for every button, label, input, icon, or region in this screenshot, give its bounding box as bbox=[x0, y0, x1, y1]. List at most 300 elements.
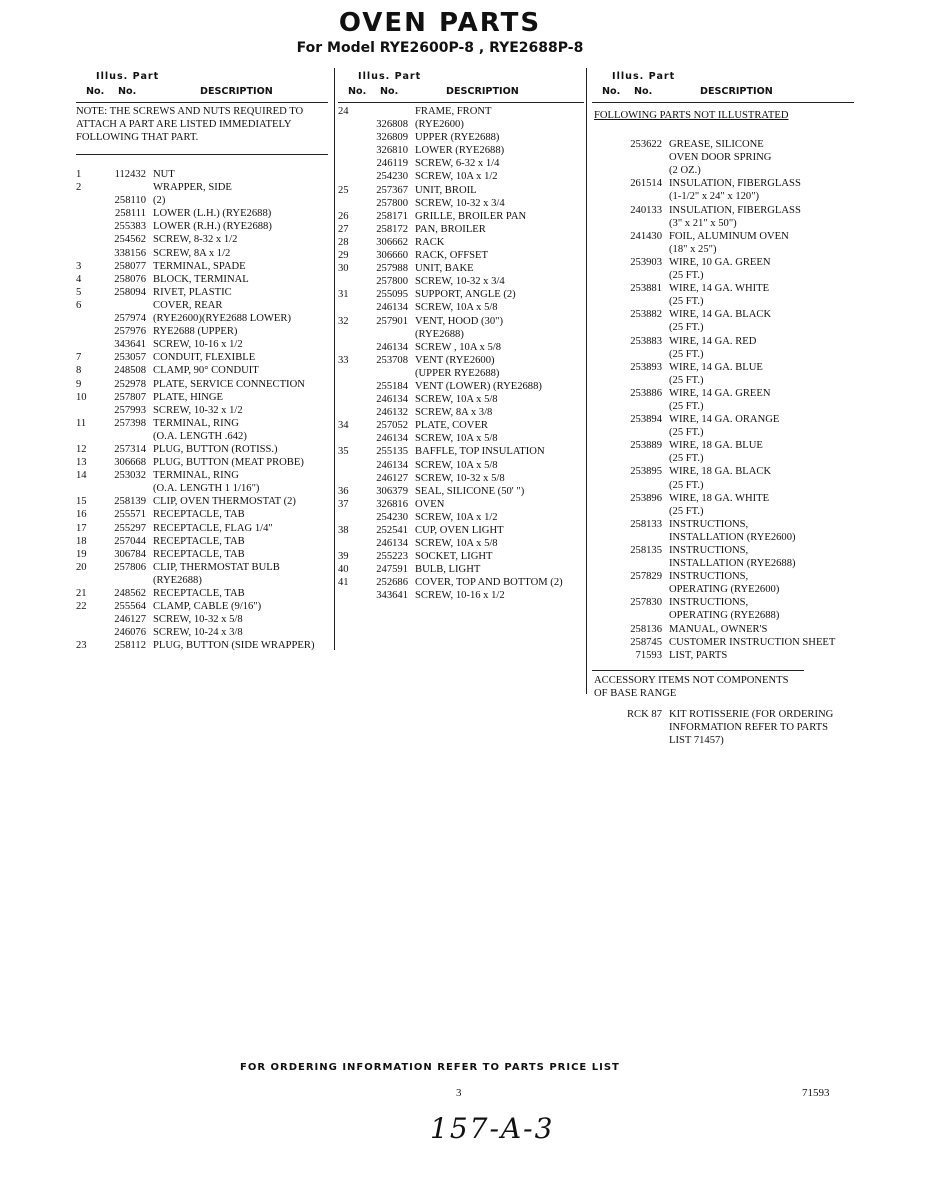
part-description: RACK bbox=[415, 236, 445, 248]
parts-row bbox=[592, 256, 854, 269]
parts-row bbox=[592, 583, 854, 596]
part-number: 257314 bbox=[114, 443, 146, 455]
part-number: 306662 bbox=[376, 236, 408, 248]
part-number bbox=[592, 721, 669, 734]
part-description: FOIL, ALUMINUM OVEN bbox=[669, 230, 789, 242]
column-divider-1 bbox=[334, 68, 335, 650]
illus-number: 30 bbox=[338, 263, 349, 275]
part-number: 248508 bbox=[114, 365, 146, 377]
parts-row bbox=[592, 190, 854, 203]
divider bbox=[592, 670, 804, 671]
parts-row bbox=[592, 361, 854, 374]
parts-row bbox=[76, 325, 328, 338]
illus-number: 31 bbox=[338, 289, 349, 301]
parts-row bbox=[76, 522, 328, 535]
part-description: NUT bbox=[153, 169, 175, 180]
illus-part-header: Illus. Part bbox=[612, 71, 676, 82]
parts-row bbox=[76, 495, 328, 508]
parts-row bbox=[76, 168, 328, 181]
illus-part-header: Illus. Part bbox=[96, 71, 160, 82]
illus-number: 16 bbox=[76, 509, 87, 521]
illus-number bbox=[338, 393, 358, 406]
part-number: 257829 bbox=[630, 571, 662, 583]
part-number: 246134 bbox=[376, 341, 408, 353]
part-description: (18" x 25") bbox=[669, 243, 717, 255]
part-number: 326808 bbox=[376, 119, 408, 131]
parts-row bbox=[338, 576, 584, 589]
parts-row bbox=[338, 498, 584, 511]
part-number bbox=[592, 295, 669, 308]
part-description: (2 OZ.) bbox=[669, 165, 701, 177]
part-description: CLIP, OVEN THERMOSTAT (2) bbox=[153, 496, 296, 508]
parts-row bbox=[76, 312, 328, 325]
part-number: 258133 bbox=[630, 518, 662, 530]
part-number bbox=[96, 430, 153, 443]
illus-number bbox=[338, 131, 358, 144]
part-number: 257901 bbox=[376, 315, 408, 327]
illus-number bbox=[338, 472, 358, 485]
parts-row bbox=[338, 563, 584, 576]
part-description: OPERATING (RYE2600) bbox=[669, 584, 780, 596]
part-description: INSTRUCTIONS, bbox=[669, 518, 749, 530]
parts-list bbox=[76, 158, 328, 652]
illus-number: 27 bbox=[338, 223, 349, 235]
parts-list bbox=[592, 122, 854, 662]
not-illustrated-heading: FOLLOWING PARTS NOT ILLUSTRATED bbox=[594, 110, 789, 121]
parts-row bbox=[338, 131, 584, 144]
part-number: 112432 bbox=[114, 169, 146, 180]
illus-number: 8 bbox=[76, 365, 82, 377]
part-number: 246134 bbox=[376, 433, 408, 445]
part-number: 255135 bbox=[376, 446, 408, 458]
part-number bbox=[96, 181, 153, 194]
parts-row bbox=[592, 518, 854, 531]
part-description: WRAPPER, SIDE bbox=[153, 182, 232, 194]
parts-row bbox=[76, 194, 328, 207]
part-description: LOWER (R.H.) (RYE2688) bbox=[153, 221, 272, 233]
part-number: 71593 bbox=[635, 649, 662, 661]
parts-row bbox=[592, 387, 854, 400]
illus-number bbox=[338, 197, 358, 210]
part-description: GRILLE, BROILER PAN bbox=[415, 210, 527, 222]
part-number bbox=[592, 374, 669, 387]
parts-row bbox=[592, 164, 854, 177]
parts-row bbox=[338, 315, 584, 328]
part-number: 253882 bbox=[630, 309, 662, 321]
part-description: GREASE, SILICONE bbox=[669, 139, 764, 151]
part-number: 258135 bbox=[630, 545, 662, 556]
part-number: 240133 bbox=[630, 204, 662, 216]
part-number bbox=[592, 164, 669, 177]
illus-number: 34 bbox=[338, 420, 349, 432]
illus-number: 7 bbox=[76, 352, 82, 364]
parts-row bbox=[592, 295, 854, 308]
part-number: 255297 bbox=[114, 522, 146, 534]
part-description: (25 FT.) bbox=[669, 400, 704, 412]
parts-row bbox=[338, 105, 584, 118]
parts-row bbox=[76, 417, 328, 430]
parts-row bbox=[76, 181, 328, 194]
parts-row bbox=[338, 275, 584, 288]
part-description: WIRE, 18 GA. WHITE bbox=[669, 492, 770, 504]
illus-number bbox=[76, 312, 96, 325]
part-description: RECEPTACLE, TAB bbox=[153, 588, 245, 599]
part-number: 306784 bbox=[114, 548, 146, 560]
parts-row bbox=[338, 118, 584, 131]
parts-row bbox=[76, 378, 328, 391]
parts-row bbox=[76, 273, 328, 286]
part-description: KIT ROTISSERIE (FOR ORDERING bbox=[669, 709, 834, 721]
part-number: 258136 bbox=[630, 623, 662, 635]
parts-row bbox=[76, 220, 328, 233]
illus-number: 17 bbox=[76, 522, 87, 534]
part-number: 343641 bbox=[376, 590, 408, 602]
part-description: MANUAL, OWNER'S bbox=[669, 623, 768, 635]
illus-number bbox=[76, 430, 96, 443]
illus-number bbox=[76, 247, 96, 260]
part-number: 255184 bbox=[376, 380, 408, 392]
part-description: SCREW, 10A x 5/8 bbox=[415, 302, 498, 314]
part-number: 254230 bbox=[376, 511, 408, 523]
part-number: 253903 bbox=[630, 256, 662, 268]
part-description: SUPPORT, ANGLE (2) bbox=[415, 289, 516, 301]
parts-column-1 bbox=[76, 68, 328, 652]
parts-list bbox=[338, 103, 584, 603]
parts-row bbox=[592, 217, 854, 230]
illus-number bbox=[338, 144, 358, 157]
illus-number: 9 bbox=[76, 378, 82, 390]
illus-number: 22 bbox=[76, 601, 87, 613]
illus-number: 3 bbox=[76, 260, 82, 272]
illus-number bbox=[338, 341, 358, 354]
parts-row bbox=[76, 233, 328, 246]
part-number: 258745 bbox=[630, 636, 662, 648]
part-number: 246076 bbox=[114, 627, 146, 639]
parts-row bbox=[338, 184, 584, 197]
illus-number bbox=[76, 404, 96, 417]
illus-number bbox=[338, 367, 358, 380]
part-description: CLAMP, 90° CONDUIT bbox=[153, 365, 259, 377]
part-number bbox=[592, 348, 669, 361]
part-number: 253057 bbox=[114, 352, 146, 364]
part-number: 253708 bbox=[376, 354, 408, 366]
part-description: SEAL, SILICONE (50' ") bbox=[415, 485, 525, 497]
parts-row bbox=[76, 613, 328, 626]
illus-number: 20 bbox=[76, 561, 87, 573]
parts-row bbox=[592, 151, 854, 164]
part-description: FRAME, FRONT bbox=[415, 106, 492, 117]
illus-number bbox=[76, 482, 96, 495]
illus-number bbox=[338, 380, 358, 393]
part-description: SCREW, 10-16 x 1/2 bbox=[415, 590, 505, 602]
illus-number: 11 bbox=[76, 417, 87, 429]
part-number bbox=[592, 151, 669, 164]
part-description: WIRE, 10 GA. GREEN bbox=[669, 256, 771, 268]
illus-number bbox=[76, 220, 96, 233]
illus-no-header: No. bbox=[348, 86, 367, 97]
part-number: 306379 bbox=[376, 485, 408, 497]
parts-row bbox=[592, 479, 854, 492]
part-number: 343641 bbox=[114, 339, 146, 351]
part-description: WIRE, 14 GA. BLUE bbox=[669, 361, 763, 373]
illus-number bbox=[338, 459, 358, 472]
part-description: VENT (LOWER) (RYE2688) bbox=[415, 380, 542, 392]
illus-number bbox=[76, 613, 96, 626]
part-description: (25 FT.) bbox=[669, 479, 704, 491]
part-number: 306668 bbox=[114, 457, 146, 469]
illus-number: 5 bbox=[76, 286, 82, 298]
part-number: 326810 bbox=[376, 145, 408, 157]
illus-number bbox=[338, 118, 358, 131]
part-number: 257988 bbox=[376, 263, 408, 275]
parts-row bbox=[76, 535, 328, 548]
parts-row bbox=[592, 596, 854, 609]
column-header bbox=[338, 68, 584, 103]
part-description: BAFFLE, TOP INSULATION bbox=[415, 446, 545, 458]
part-number bbox=[592, 321, 669, 334]
parts-row bbox=[76, 260, 328, 273]
part-description: WIRE, 14 GA. ORANGE bbox=[669, 414, 780, 426]
illus-number bbox=[76, 233, 96, 246]
part-description: CLAMP, CABLE (9/16") bbox=[153, 601, 262, 613]
accessory-heading-line2: OF BASE RANGE bbox=[594, 687, 677, 699]
part-description: PLATE, COVER bbox=[415, 420, 488, 432]
part-description: SOCKET, LIGHT bbox=[415, 551, 493, 563]
parts-row bbox=[76, 561, 328, 574]
illus-number: 25 bbox=[338, 184, 349, 196]
part-description: RECEPTACLE, FLAG 1/4" bbox=[153, 522, 273, 534]
parts-row bbox=[338, 445, 584, 458]
column-divider-2 bbox=[586, 68, 587, 694]
part-description: SCREW, 10A x 1/2 bbox=[415, 511, 498, 523]
part-description: INSTRUCTIONS, bbox=[669, 545, 749, 556]
parts-row bbox=[76, 430, 328, 443]
illus-number: 38 bbox=[338, 525, 349, 536]
part-number bbox=[592, 426, 669, 439]
part-description: SCREW, 8A x 1/2 bbox=[153, 247, 231, 259]
illus-number: 32 bbox=[338, 315, 349, 327]
parts-row bbox=[592, 649, 854, 662]
part-number bbox=[358, 328, 415, 341]
parts-row bbox=[338, 459, 584, 472]
parts-row bbox=[76, 508, 328, 521]
illus-number bbox=[76, 207, 96, 220]
illus-number bbox=[338, 406, 358, 419]
part-number: 246127 bbox=[376, 472, 408, 484]
part-number: 258094 bbox=[114, 286, 146, 298]
parts-row bbox=[76, 404, 328, 417]
parts-row bbox=[76, 338, 328, 351]
parts-row bbox=[338, 472, 584, 485]
part-number: 255564 bbox=[114, 601, 146, 613]
part-description: SCREW, 10A x 5/8 bbox=[415, 459, 498, 471]
part-number: 253886 bbox=[630, 387, 662, 399]
part-number bbox=[358, 105, 415, 118]
parts-row bbox=[592, 282, 854, 295]
part-number: 247591 bbox=[376, 564, 408, 576]
parts-row bbox=[592, 400, 854, 413]
part-description: BLOCK, TERMINAL bbox=[153, 273, 249, 285]
description-header: DESCRIPTION bbox=[200, 86, 273, 97]
part-description: UNIT, BAKE bbox=[415, 263, 474, 275]
part-description: (25 FT.) bbox=[669, 427, 704, 439]
part-description: OVEN DOOR SPRING bbox=[669, 152, 772, 164]
part-description: (O.A. LENGTH 1 1/16") bbox=[153, 483, 260, 495]
illus-number: 13 bbox=[76, 457, 87, 469]
part-number: 326816 bbox=[376, 498, 408, 510]
parts-row bbox=[592, 426, 854, 439]
part-description: (UPPER RYE2688) bbox=[415, 367, 500, 379]
parts-row bbox=[76, 456, 328, 469]
part-number: 253895 bbox=[630, 466, 662, 478]
parts-row bbox=[76, 600, 328, 613]
parts-row bbox=[338, 354, 584, 367]
illus-number: 24 bbox=[338, 106, 349, 117]
parts-row bbox=[592, 269, 854, 282]
parts-row bbox=[76, 299, 328, 312]
part-description: INSULATION, FIBERGLASS bbox=[669, 204, 801, 216]
part-description: (25 FT.) bbox=[669, 348, 704, 360]
parts-row bbox=[592, 570, 854, 583]
part-number: 306660 bbox=[376, 250, 408, 262]
part-description: WIRE, 14 GA. GREEN bbox=[669, 387, 771, 399]
parts-row bbox=[76, 391, 328, 404]
part-number bbox=[592, 531, 669, 544]
part-description: SCREW, 10A x 1/2 bbox=[415, 171, 498, 183]
part-description: PLATE, SERVICE CONNECTION bbox=[153, 378, 305, 390]
illus-number bbox=[338, 275, 358, 288]
part-description: CONDUIT, FLEXIBLE bbox=[153, 352, 256, 364]
part-description: WIRE, 14 GA. RED bbox=[669, 335, 757, 347]
parts-row bbox=[338, 236, 584, 249]
illus-number: 29 bbox=[338, 250, 349, 262]
part-number: 257800 bbox=[376, 276, 408, 288]
part-description: SCREW, 10A x 5/8 bbox=[415, 433, 498, 445]
illus-number: 40 bbox=[338, 564, 349, 576]
parts-row bbox=[338, 262, 584, 275]
illus-number: 37 bbox=[338, 498, 349, 510]
parts-row bbox=[592, 308, 854, 321]
part-description: SCREW, 10-32 x 5/8 bbox=[415, 472, 505, 484]
part-number: 255383 bbox=[114, 221, 146, 233]
illus-number: 26 bbox=[338, 210, 349, 222]
part-description: WIRE, 18 GA. BLUE bbox=[669, 440, 763, 452]
part-number: 253881 bbox=[630, 283, 662, 295]
part-number: 246134 bbox=[376, 538, 408, 550]
accessory-heading bbox=[592, 674, 854, 700]
part-number: RCK 87 bbox=[626, 709, 662, 721]
illus-number bbox=[338, 328, 358, 341]
part-description: INSULATION, FIBERGLASS bbox=[669, 178, 801, 190]
part-description: SCREW, 10A x 5/8 bbox=[415, 394, 498, 406]
part-description: WIRE, 14 GA. WHITE bbox=[669, 283, 770, 295]
part-no-header: No. bbox=[380, 86, 399, 97]
part-number: 241430 bbox=[630, 230, 662, 242]
part-number bbox=[592, 479, 669, 492]
parts-row bbox=[76, 587, 328, 600]
parts-row bbox=[592, 636, 854, 649]
parts-row bbox=[338, 144, 584, 157]
parts-row bbox=[76, 639, 328, 652]
illus-number: 21 bbox=[76, 588, 87, 599]
part-description: SCREW, 8-32 x 1/2 bbox=[153, 234, 238, 246]
part-description: INSTALLATION (RYE2600) bbox=[669, 531, 796, 543]
part-description: SCREW, 10A x 5/8 bbox=[415, 538, 498, 550]
page-title: OVEN PARTS bbox=[338, 8, 542, 38]
part-number bbox=[592, 609, 669, 622]
part-number: 248562 bbox=[114, 588, 146, 599]
parts-row bbox=[338, 341, 584, 354]
part-description: (25 FT.) bbox=[669, 453, 704, 465]
parts-row bbox=[338, 393, 584, 406]
part-description: RECEPTACLE, TAB bbox=[153, 509, 245, 521]
part-description: SCREW, 10-16 x 1/2 bbox=[153, 339, 243, 351]
illus-number bbox=[338, 432, 358, 445]
parts-row bbox=[592, 177, 854, 190]
description-header: DESCRIPTION bbox=[700, 86, 773, 97]
parts-row bbox=[76, 247, 328, 260]
parts-row bbox=[76, 286, 328, 299]
part-number: 258077 bbox=[114, 260, 146, 272]
parts-row bbox=[592, 623, 854, 636]
illus-number bbox=[338, 170, 358, 183]
part-number: 261514 bbox=[630, 178, 662, 190]
part-description: CUP, OVEN LIGHT bbox=[415, 525, 504, 536]
model-subtitle: For Model RYE2600P-8 , RYE2688P-8 bbox=[296, 40, 584, 56]
part-description: SCREW, 6-32 x 1/4 bbox=[415, 158, 500, 170]
parts-row bbox=[592, 452, 854, 465]
illus-number bbox=[338, 537, 358, 550]
illus-number: 33 bbox=[338, 354, 349, 366]
parts-row bbox=[338, 524, 584, 537]
part-description: SCREW, 10-32 x 3/4 bbox=[415, 276, 505, 288]
parts-row bbox=[76, 364, 328, 377]
part-number: 253894 bbox=[630, 414, 662, 426]
part-description: COVER, TOP AND BOTTOM (2) bbox=[415, 577, 563, 589]
description-header: DESCRIPTION bbox=[446, 86, 519, 97]
part-description: (RYE2688) bbox=[415, 328, 464, 340]
part-number bbox=[592, 400, 669, 413]
illus-number: 14 bbox=[76, 470, 87, 482]
ordering-info: FOR ORDERING INFORMATION REFER TO PARTS PRICE LIST bbox=[240, 1062, 620, 1073]
part-description: LIST 71457) bbox=[669, 735, 724, 747]
parts-row bbox=[338, 419, 584, 432]
parts-row bbox=[76, 482, 328, 495]
part-description: INSTALLATION (RYE2688) bbox=[669, 558, 796, 570]
parts-row bbox=[338, 432, 584, 445]
part-description: PAN, BROILER bbox=[415, 223, 486, 235]
parts-row bbox=[338, 380, 584, 393]
illus-number: 1 bbox=[76, 169, 82, 180]
column-header bbox=[592, 68, 854, 103]
part-description: INSTRUCTIONS, bbox=[669, 571, 749, 583]
part-number: 254230 bbox=[376, 171, 408, 183]
part-description: (2) bbox=[153, 195, 166, 207]
part-description: VENT, HOOD (30") bbox=[415, 315, 503, 327]
part-number: 257398 bbox=[114, 417, 146, 429]
illus-number bbox=[76, 626, 96, 639]
illus-number: 35 bbox=[338, 446, 349, 458]
part-number: 252686 bbox=[376, 577, 408, 589]
part-number: 246134 bbox=[376, 459, 408, 471]
screws-note: NOTE: THE SCREWS AND NUTS REQUIRED TO ATTACH A PART ARE LISTED IMMEDIATELY FOLLOWING THAT PART. bbox=[76, 106, 304, 143]
part-description: OVEN bbox=[415, 498, 445, 510]
part-description: PLUG, BUTTON (MEAT PROBE) bbox=[153, 457, 304, 469]
part-number: 258139 bbox=[114, 496, 146, 508]
part-description: UPPER (RYE2688) bbox=[415, 132, 500, 144]
part-number: 253893 bbox=[630, 361, 662, 373]
illus-number bbox=[338, 511, 358, 524]
